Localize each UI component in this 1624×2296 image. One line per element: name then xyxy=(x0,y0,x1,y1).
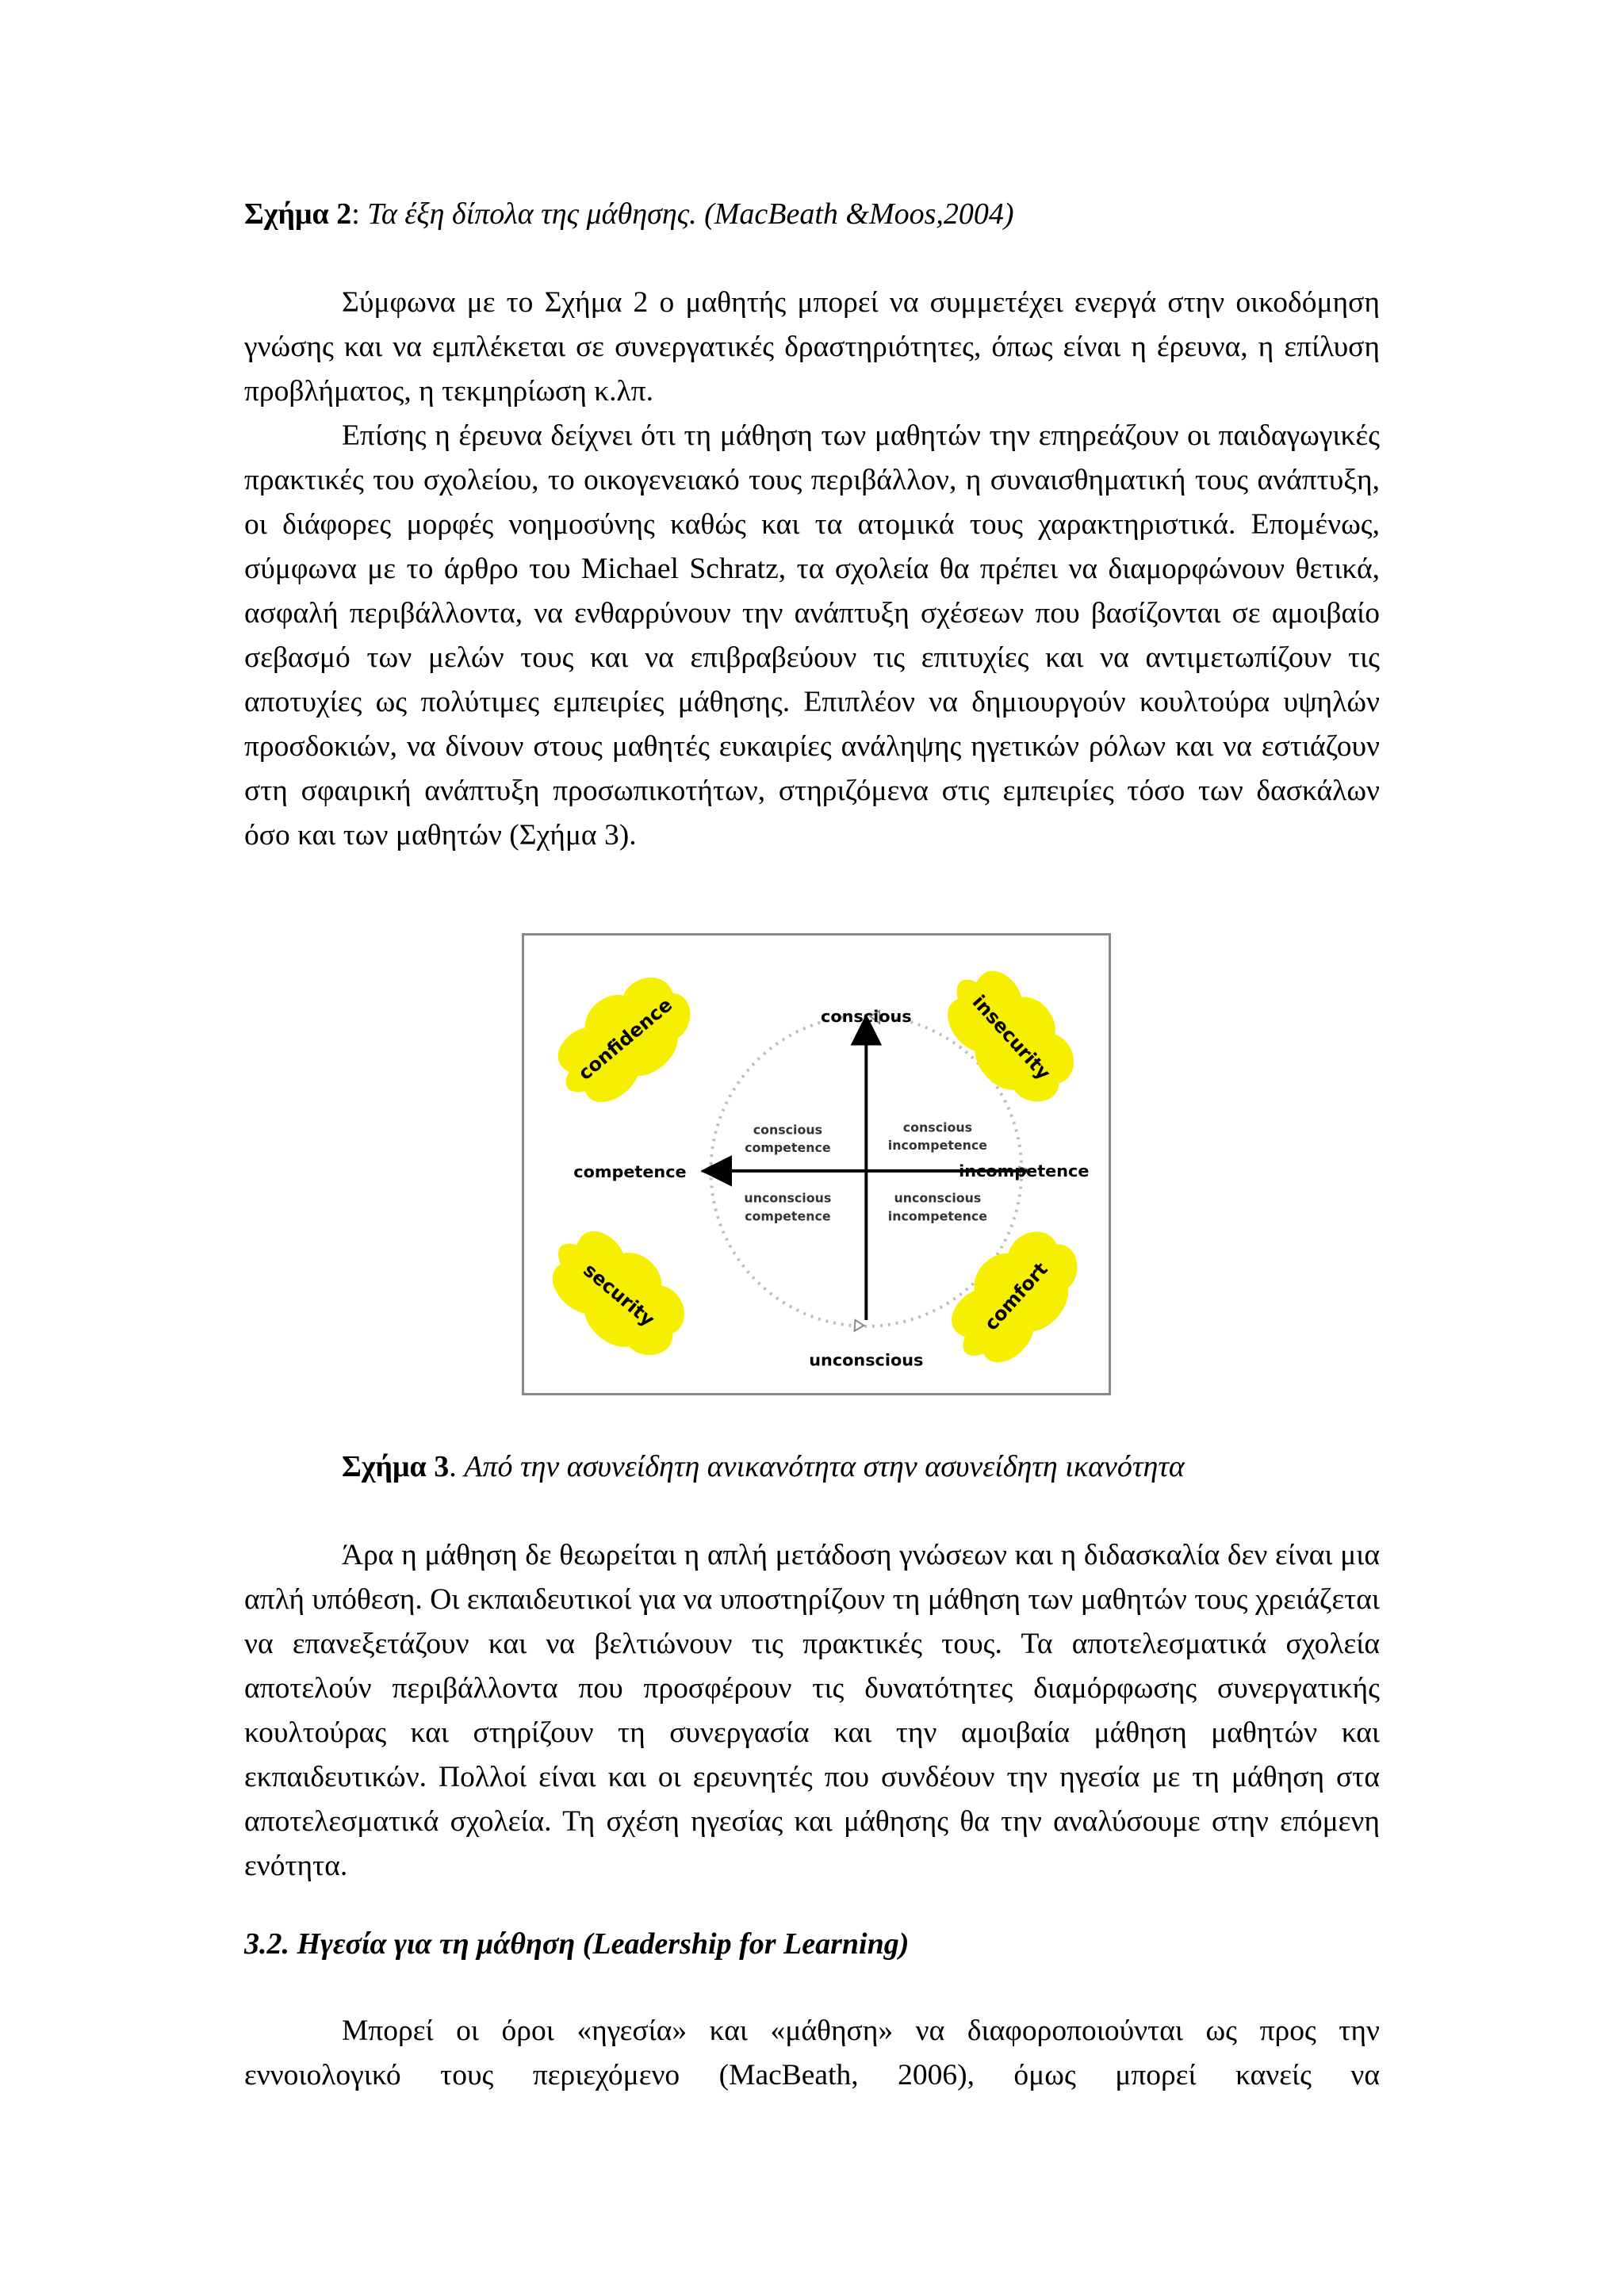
paragraph: Μπορεί οι όροι «ηγεσία» και «μάθηση» να διαφοροποιούνται ως προς την εννοιολογικό τους περιεχόμενο (MacBeath, 2006), όμως μπορεί κανείς να xyxy=(244,2015,1380,2091)
figure-2-label: Σχήμα 2 xyxy=(244,197,352,231)
figure-3-caption-separator: . xyxy=(449,1450,465,1483)
figure-2-caption xyxy=(244,192,1014,236)
figure-3-diagram xyxy=(522,933,1111,1395)
figure-3-label: Σχήμα 3 xyxy=(342,1450,450,1483)
paragraph: Επίσης η έρευνα δείχνει ότι τη μάθηση των μαθητών την επηρεάζουν οι παιδαγωγικές πρακτικές του σχολείου, το οικογενειακό τους περιβάλλον, η συναισθηματική τους ανάπτυξη, οι διάφορες μορφές νοημοσύνης καθώς και τα ατομικά τους χαρακτηριστικά. Επομένως, σύμφωνα με το άρθρο του Michael Schratz, τα σχολεία θα πρέπει να διαμορφώνουν θετικά, ασφαλή περιβάλλοντα, να ενθαρρύνουν την ανάπτυξη σχέσεων που βασίζονται σε αμοιβαίο σεβασμό των μελών τους και να επιβραβεύουν τις επιτυχίες και να αντιμετωπίζουν τις αποτυχίες ως πολύτιμες εμπειρίες μάθησης. Επιπλέον να δημιουργούν κουλτούρα υψηλών προσδοκιών, να δίνουν στους μαθητές ευκαιρίες ανάληψης ηγετικών ρόλων και να εστιάζουν στη σφαιρική ανάπτυξη προσωπικοτήτων, στηριζόμενα στις εμπειρίες τόσο των δασκάλων όσο και των μαθητών (Σχήμα 3). xyxy=(244,419,1380,851)
figure-2-title: Τα έξη δίπολα της μάθησης. xyxy=(367,197,697,231)
quadrant-label-bottom-right: incompetence xyxy=(887,1208,988,1224)
axis-label-bottom: unconscious xyxy=(809,1350,924,1370)
body-text-middle xyxy=(244,1533,1380,1888)
paragraph: Άρα η μάθηση δε θεωρείται η απλή μετάδοση γνώσεων και η διδασκαλία δεν είναι μια απλή υπόθεση. Οι εκπαιδευτικοί για να υποστηρίζουν τη μάθηση των μαθητών τους χρειάζεται να επανεξετάζουν και να βελτιώνουν τις πρακτικές τους. Τα αποτελεσματικά σχολεία αποτελούν περιβάλλοντα που προσφέρουν τις δυνατότητες διαμόρφωσης συνεργατικής κουλτούρας και στηρίζουν τη συνεργασία και την αμοιβαία μάθηση μαθητών και εκπαιδευτικών. Πολλοί είναι και οι ερευνητές που συνδέουν την ηγεσία με τη μάθηση στα αποτελεσματικά σχολεία. Τη σχέση ηγεσίας και μάθησης θα την αναλύσουμε στην επόμενη ενότητα. xyxy=(244,1539,1380,1882)
blob-label-bottom-left: security xyxy=(579,1258,659,1331)
quadrant-label-top-right: incompetence xyxy=(887,1138,988,1154)
figure-2-caption-space xyxy=(697,197,705,231)
quadrant-label-bottom-right: unconscious xyxy=(894,1190,982,1206)
figure-2-caption-separator: : xyxy=(351,197,368,231)
figure-2-citation: (MacBeath &Moos,2004) xyxy=(704,197,1014,231)
figure-3-caption xyxy=(342,1445,1185,1489)
body-text-bottom xyxy=(244,2009,1380,2098)
quadrant-label-top-right: conscious xyxy=(902,1119,973,1135)
axis-label-left: competence xyxy=(573,1161,687,1181)
quadrant-label-top-left: competence xyxy=(745,1140,831,1156)
blob-bottom-left xyxy=(532,1211,703,1376)
section-heading: 3.2. Ηγεσία για τη μάθηση (Leadership for Learning) xyxy=(244,1927,910,1961)
quadrant-label-top-left: conscious xyxy=(753,1122,823,1138)
blob-top-right xyxy=(928,951,1094,1120)
blob-label-top-left: confidence xyxy=(573,993,677,1085)
blob-bottom-right xyxy=(932,1213,1097,1383)
cycle-arrow-bottom-icon xyxy=(855,1320,864,1331)
blob-label-bottom-right: comfort xyxy=(979,1257,1052,1335)
axis-label-right: incompetence xyxy=(959,1161,1090,1181)
blob-label-top-right: insecurity xyxy=(967,990,1055,1085)
blob-top-left xyxy=(538,958,708,1122)
quadrant-label-bottom-left: competence xyxy=(745,1208,831,1224)
figure-3-title: Από την ασυνείδητη ανικανότητα στην ασυνείδητη ικανότητα xyxy=(464,1450,1185,1483)
body-text-top xyxy=(244,281,1380,858)
quadrant-label-bottom-left: unconscious xyxy=(744,1190,832,1206)
paragraph: Σύμφωνα με το Σχήμα 2 ο μαθητής μπορεί να συμμετέχει ενεργά στην οικοδόμηση γνώσης και να εμπλέκεται σε συνεργατικές δραστηριότητες, όπως είναι η έρευνα, η επίλυση προβλήματος, η τεκμηρίωση κ.λπ. xyxy=(244,286,1380,408)
axis-label-top: conscious xyxy=(821,1006,912,1026)
